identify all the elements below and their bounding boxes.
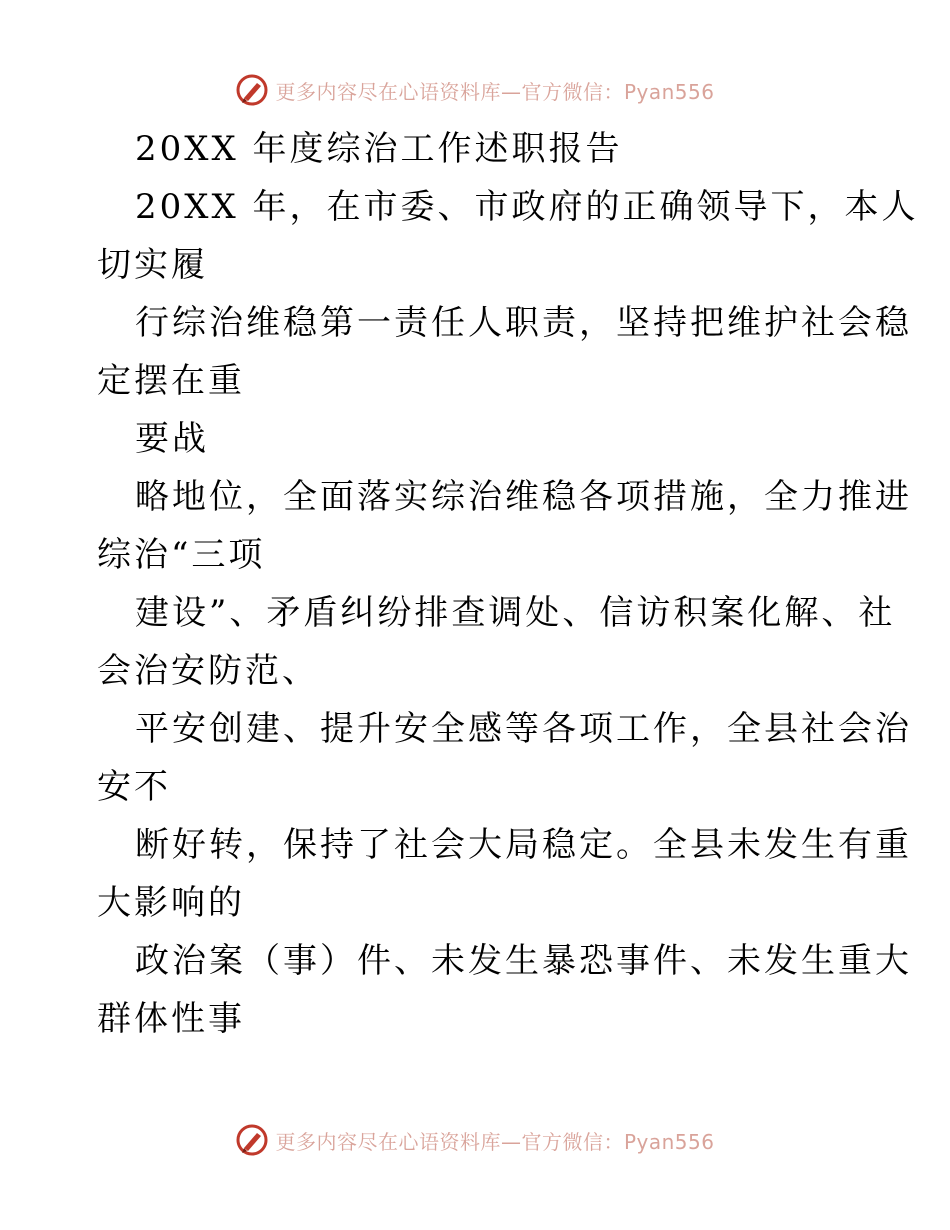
- paragraph-line: 略地位，全面落实综治维稳各项措施，全力推进: [135, 477, 912, 517]
- paragraph-line: 20XX 年，在市委、市政府的正确领导下，本人: [135, 187, 919, 227]
- watermark-text: 更多内容尽在心语资料库—官方微信：Pyan556: [275, 79, 715, 104]
- paragraph-line: 群体性事: [97, 999, 245, 1039]
- paragraph-line: 大影响的: [97, 883, 245, 923]
- paragraph-line: 断好转，保持了社会大局稳定。全县未发生有重: [135, 825, 912, 865]
- paragraph-line: 安不: [97, 767, 171, 807]
- paragraph-line: 要战: [135, 419, 209, 459]
- paragraph-line: 会治安防范、: [97, 651, 319, 691]
- paragraph-line: 综治“三项: [97, 535, 266, 575]
- pen-logo-icon: [235, 1123, 269, 1157]
- footer-watermark: [0, 1120, 950, 1160]
- document-title: 20XX 年度综治工作述职报告: [135, 129, 623, 169]
- paragraph-line: 行综治维稳第一责任人职责，坚持把维护社会稳: [135, 303, 912, 343]
- paragraph-line: 定摆在重: [97, 361, 245, 401]
- paragraph-line: 政治案（事）件、未发生暴恐事件、未发生重大: [135, 941, 912, 981]
- watermark-text: 更多内容尽在心语资料库—官方微信：Pyan556: [275, 1129, 715, 1154]
- header-watermark: [0, 70, 950, 110]
- paragraph-line: 建设”、矛盾纠纷排查调处、信访积案化解、社: [135, 593, 896, 633]
- paragraph-line: 切实履: [97, 245, 208, 285]
- pen-logo-icon: [235, 73, 269, 107]
- paragraph-line: 平安创建、提升安全感等各项工作，全县社会治: [135, 709, 912, 749]
- document-body: [97, 120, 919, 1048]
